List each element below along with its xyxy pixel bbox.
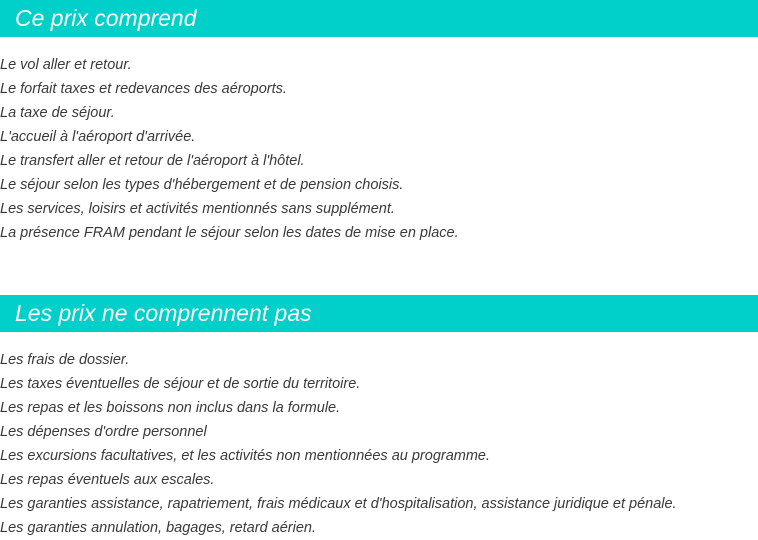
includes-list <box>0 53 459 245</box>
includes-list-item: La taxe de séjour. <box>0 105 115 121</box>
excludes-section-header <box>0 295 758 332</box>
includes-section-title: Ce prix comprend <box>15 5 197 31</box>
includes-list-item: La présence FRAM pendant le séjour selon les dates de mise en place. <box>0 225 459 241</box>
excludes-list-item: Les frais de dossier. <box>0 352 130 368</box>
includes-list-item: L'accueil à l'aéroport d'arrivée. <box>0 129 196 145</box>
includes-list-item: Le séjour selon les types d'hébergement et de pension choisis. <box>0 177 404 193</box>
excludes-list-item: Les taxes éventuelles de séjour et de sortie du territoire. <box>0 376 361 392</box>
excludes-list-item: Les garanties annulation, bagages, retard aérien. <box>0 520 316 536</box>
includes-section-header <box>0 0 758 37</box>
includes-list-item: Le transfert aller et retour de l'aéroport à l'hôtel. <box>0 153 305 169</box>
includes-list-item: Les services, loisirs et activités mentionnés sans supplément. <box>0 201 395 217</box>
excludes-list-item: Les garanties assistance, rapatriement, frais médicaux et d'hospitalisation, assistance juridique et pénale. <box>0 496 677 512</box>
excludes-list <box>0 348 677 540</box>
excludes-list-item: Les dépenses d'ordre personnel <box>0 424 207 440</box>
includes-list-item: Le vol aller et retour. <box>0 57 132 73</box>
excludes-list-item: Les excursions facultatives, et les activités non mentionnées au programme. <box>0 448 491 464</box>
excludes-list-item: Les repas et les boissons non inclus dans la formule. <box>0 400 341 416</box>
includes-list-item: Le forfait taxes et redevances des aéroports. <box>0 81 287 97</box>
excludes-section-title: Les prix ne comprennent pas <box>15 300 312 326</box>
excludes-list-item: Les repas éventuels aux escales. <box>0 472 215 488</box>
